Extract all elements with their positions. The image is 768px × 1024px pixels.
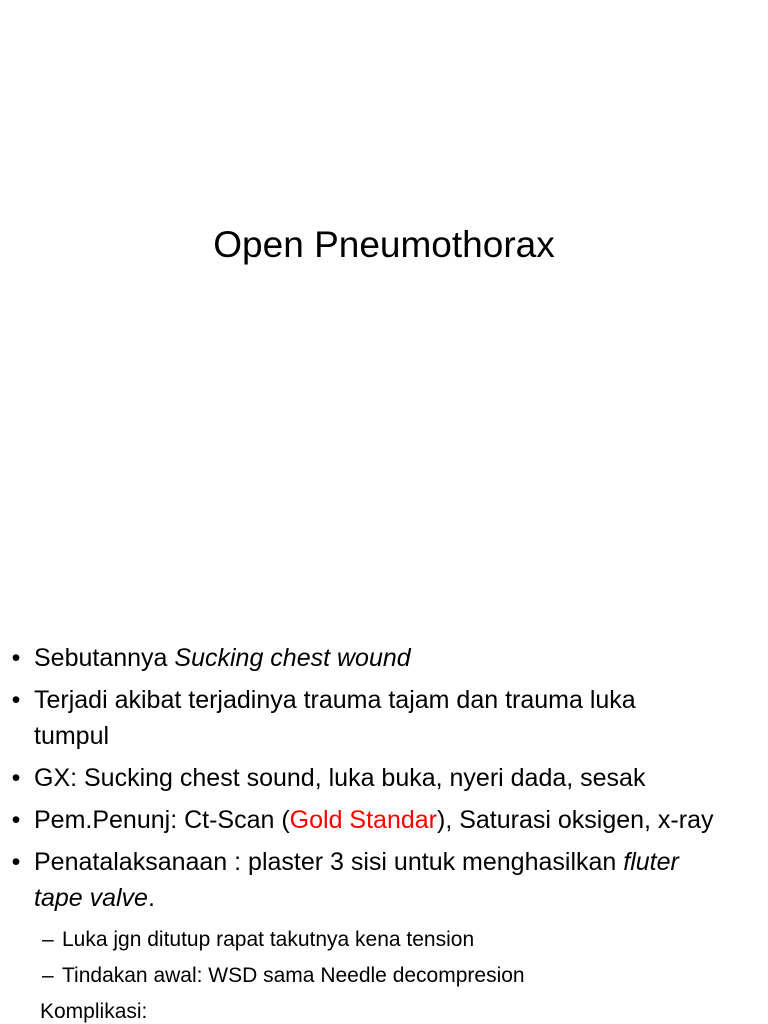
dash-icon: – (42, 964, 54, 987)
bullet-text: GX: Sucking chest sound, luka buka, nyeri dada, sesak (34, 764, 646, 792)
komplikasi-label: Komplikasi: (40, 1000, 148, 1023)
bullet-dot-icon: • (11, 686, 21, 714)
bullet-dot-icon: • (11, 644, 21, 672)
bullet-dot-icon: • (11, 806, 21, 834)
bullet-text-before: Pem.Penunj: Ct-Scan ( (34, 806, 290, 834)
bullet-item-penatalaksanaan (6, 844, 766, 916)
bullet-text-line1: Terjadi akibat terjadinya trauma tajam dan trauma luka (34, 686, 636, 714)
bullet-dot-icon: • (11, 848, 21, 876)
bullet-list (6, 640, 766, 1024)
bullet-item-pem-penunj (6, 802, 766, 838)
sub-bullet-item (6, 922, 766, 958)
sub-bullet-text: Tindakan awal: WSD sama Needle decompresion (62, 964, 525, 987)
bullet-dot-icon: • (11, 764, 21, 792)
bullet-italic-tape-valve: tape valve (34, 884, 148, 912)
sub-bullet-list (6, 922, 766, 994)
sub-bullet-text: Luka jgn ditutup rapat takutnya kena tension (62, 928, 475, 951)
gold-standard-highlight: Gold Standar (289, 806, 437, 834)
bullet-text: Sebutannya (34, 644, 175, 672)
sub-bullet-item (6, 958, 766, 994)
bullet-item-sebutan (6, 640, 766, 676)
dash-icon: – (42, 928, 54, 951)
slide-title: Open Pneumothorax (213, 224, 555, 265)
bullet-italic-fluter: fluter (623, 848, 679, 876)
bullet-text-line2: tumpul (34, 722, 110, 750)
bullet-text-after: ), Saturasi oksigen, x-ray (437, 806, 714, 834)
bullet-text-end: . (147, 884, 155, 912)
sub-bullet-container (6, 922, 766, 994)
bullet-italic-text: Sucking chest wound (174, 644, 411, 672)
bullet-text: Penatalaksanaan : plaster 3 sisi untuk menghasilkan (34, 848, 624, 876)
bullet-item-gx (6, 760, 766, 796)
bullet-item-terjadi (6, 682, 766, 754)
